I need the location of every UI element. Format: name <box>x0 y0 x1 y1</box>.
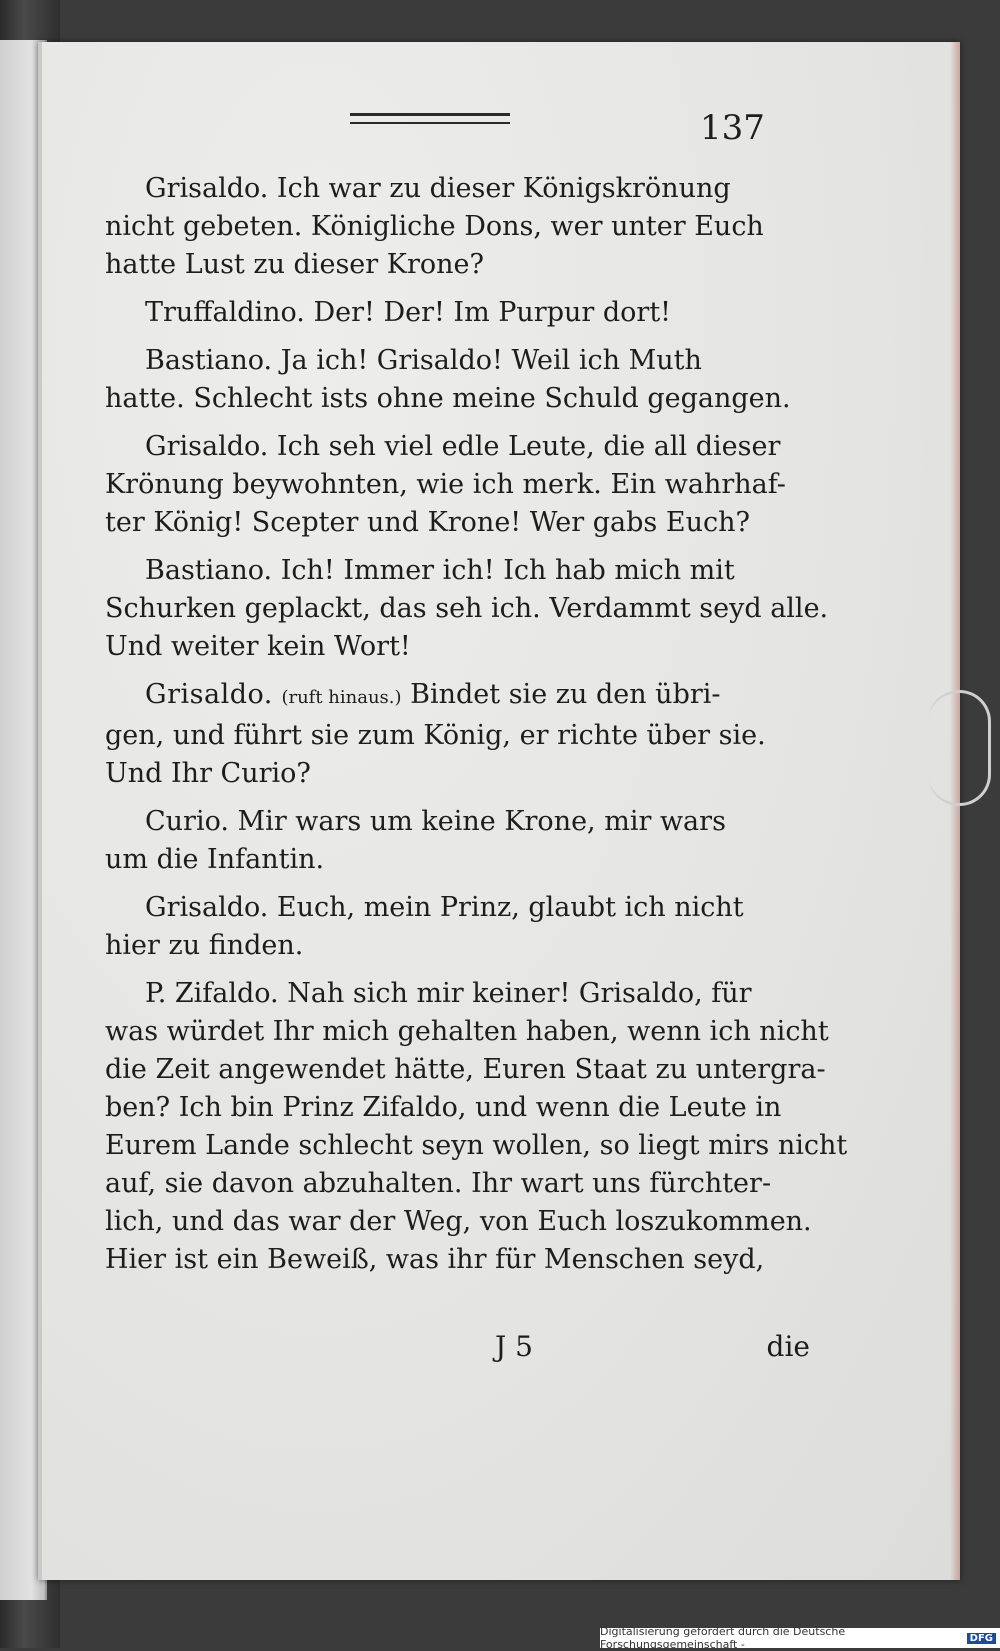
paragraph <box>105 552 829 666</box>
paragraph <box>105 342 805 418</box>
text-line: die Zeit angewendet hätte, Euren Staat zu untergra- <box>105 1054 826 1085</box>
paragraph <box>105 889 805 965</box>
page-edge-tint <box>950 42 960 1580</box>
page-text <box>105 170 848 1289</box>
text-line: gen, und führt sie zum König, er richte über sie. <box>105 720 766 751</box>
text-line: Und weiter kein Wort! <box>105 631 411 662</box>
text-line: Bastiano. Ja ich! Grisaldo! Weil ich Muth <box>145 345 702 376</box>
paragraph <box>105 975 848 1279</box>
page-number: 137 <box>700 108 765 148</box>
text-line: Schurken geplackt, das seh ich. Verdammt seyd alle. <box>105 593 829 624</box>
text-line: P. Zifaldo. Nah sich mir keiner! Grisaldo, für <box>145 978 752 1009</box>
stage-direction: (ruft hinaus.) <box>281 687 402 708</box>
dfg-logo-icon: DFG <box>967 1633 996 1644</box>
text-line: um die Infantin. <box>105 844 325 875</box>
paragraph <box>105 803 805 879</box>
signature-mark: J 5 <box>495 1330 533 1363</box>
text-fragment: Bindet sie zu den übri- <box>410 679 721 710</box>
book-clasp <box>928 690 991 806</box>
text-line: Krönung beywohnten, wie ich merk. Ein wahrhaf- <box>105 469 786 500</box>
credit-text: Digitalisierung gefördert durch die Deutsche Forschungsgemeinschaft - <box>600 1625 846 1651</box>
text-line: lich, und das war der Weg, von Euch loszukommen. <box>105 1206 812 1237</box>
text-line: Grisaldo. Ich war zu dieser Königskrönung <box>145 173 731 204</box>
paragraph <box>105 676 805 793</box>
text-line: Und Ihr Curio? <box>105 758 311 789</box>
text-line: Bastiano. Ich! Immer ich! Ich hab mich mit <box>145 555 735 586</box>
text-line: was würdet Ihr mich gehalten haben, wenn ich nicht <box>105 1016 829 1047</box>
paragraph <box>105 428 805 542</box>
text-line: hatte. Schlecht ists ohne meine Schuld gegangen. <box>105 383 791 414</box>
text-line: hatte Lust zu dieser Krone? <box>105 249 484 280</box>
paragraph <box>105 170 805 284</box>
text-line: auf, sie davon abzuhalten. Ihr wart uns fürchter- <box>105 1168 772 1199</box>
text-line: hier zu finden. <box>105 930 304 961</box>
paragraph <box>105 294 805 332</box>
digitization-credit <box>600 1625 1000 1651</box>
header-rule <box>350 113 510 124</box>
text-line: ben? Ich bin Prinz Zifaldo, und wenn die Leute in <box>105 1092 782 1123</box>
text-line: nicht gebeten. Königliche Dons, wer unter Euch <box>105 211 764 242</box>
page-footer <box>105 1330 810 1370</box>
text-line: Eurem Lande schlecht seyn wollen, so liegt mirs nicht <box>105 1130 848 1161</box>
speaker-name: Grisaldo. <box>145 679 273 710</box>
catchword: die <box>766 1330 810 1363</box>
text-line: Truffaldino. Der! Der! Im Purpur dort! <box>145 297 672 328</box>
text-line: ter König! Scepter und Krone! Wer gabs Euch? <box>105 507 750 538</box>
text-line: Grisaldo. Ich seh viel edle Leute, die all dieser <box>145 431 781 462</box>
text-line: Grisaldo. Euch, mein Prinz, glaubt ich nicht <box>145 892 744 923</box>
text-line <box>105 676 805 717</box>
text-line: Curio. Mir wars um keine Krone, mir wars <box>145 806 726 837</box>
text-line: Hier ist ein Beweiß, was ihr für Menschen seyd, <box>105 1244 765 1275</box>
